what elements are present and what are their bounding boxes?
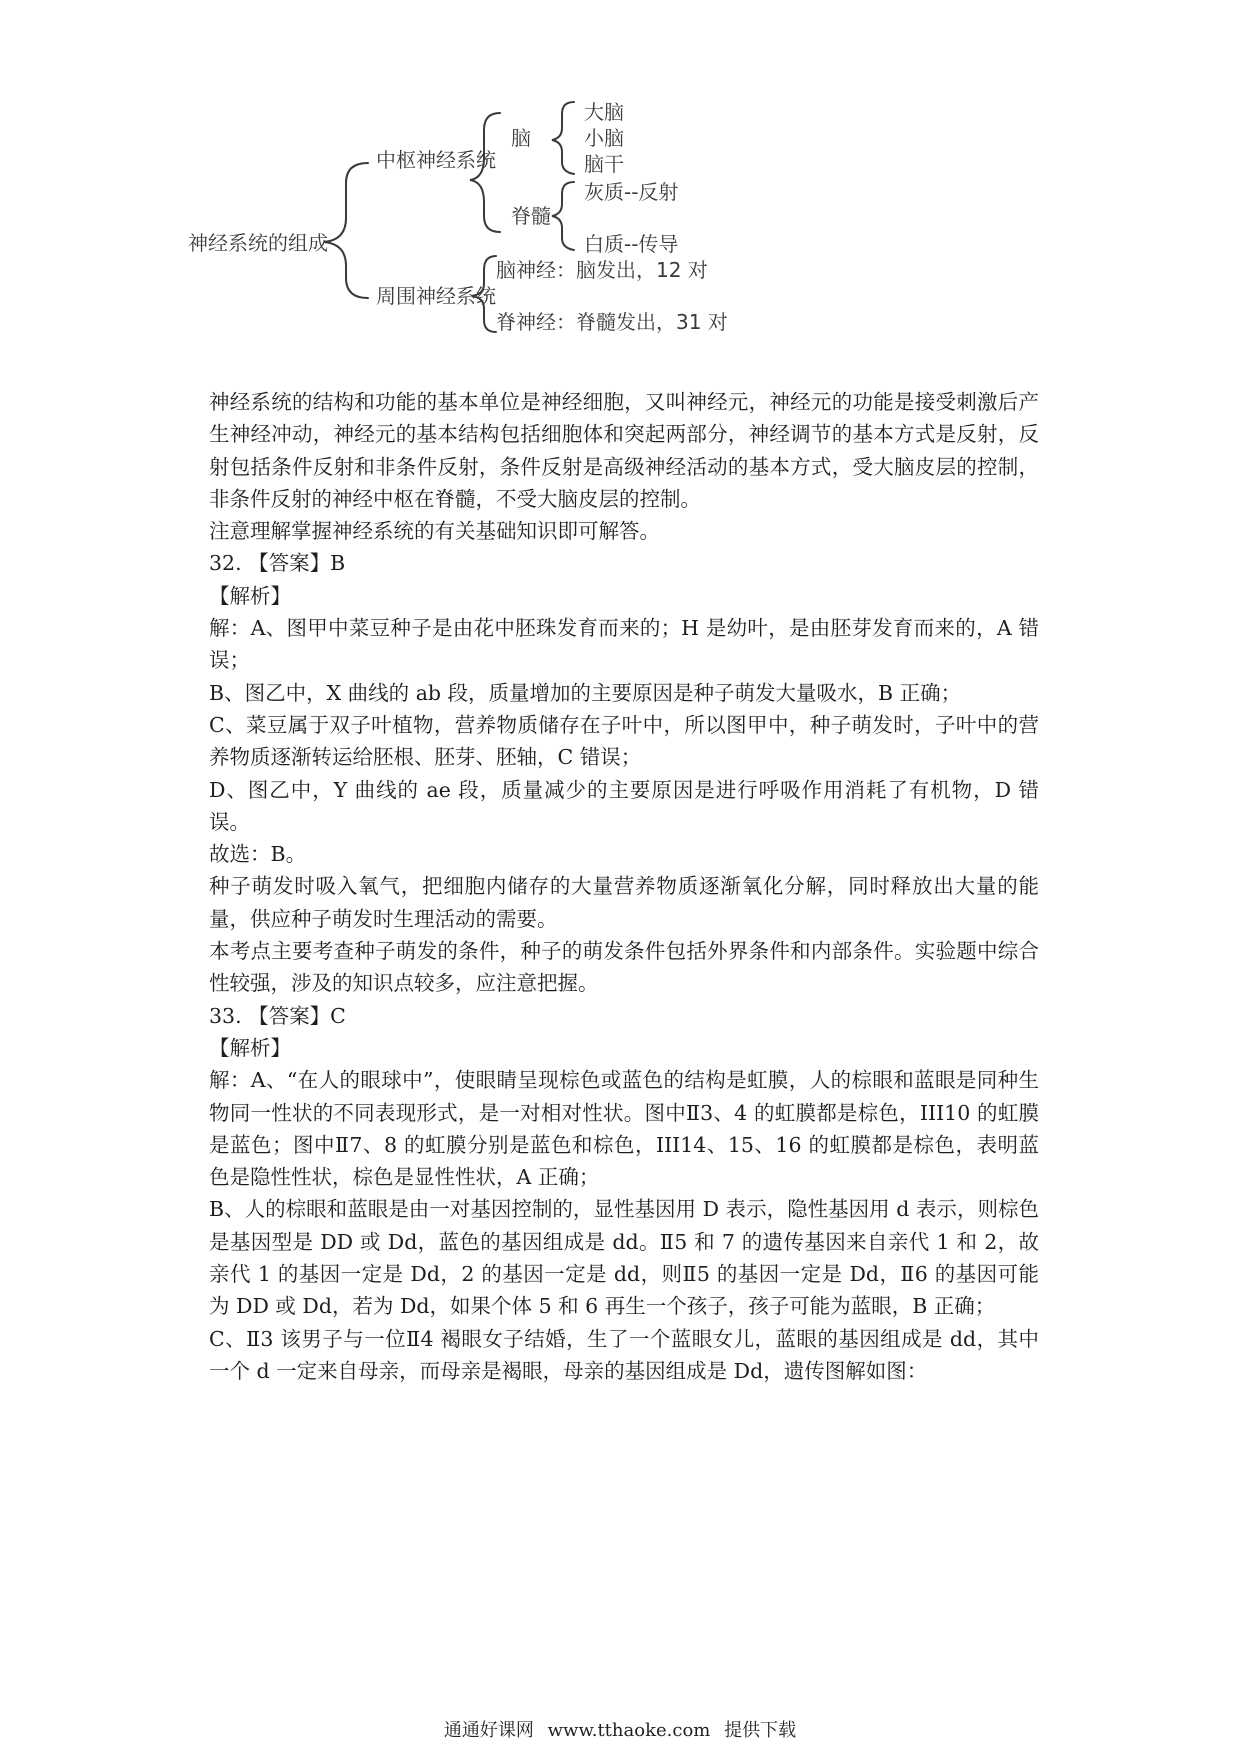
paragraph: B、人的棕眼和蓝眼是由一对基因控制的，显性基因用 D 表示，隐性基因用 d 表示，则棕色是基因型是 DD 或 Dd，蓝色的基因组成是 dd。Ⅱ5 和 7 的遗传基因来自亲代 1 和 2，故亲代 1 的基因一定是 Dd，2 的基因一定是 dd，则Ⅱ5 的基因一定是 Dd，Ⅱ6 的基因可能为 DD 或 Dd，若为 Dd，如果个体 5 和 6 再生一个孩子，孩子可能为蓝眼，B 正确； [209,1197,1039,1319]
paragraph: 解：A、“在人的眼球中”，使眼睛呈现棕色或蓝色的结构是虹膜，人的棕眼和蓝眼是同种生物同一性状的不同表现形式，是一对相对性状。图中Ⅱ3、4 的虹膜都是棕色，III10 的虹膜是蓝色；图中Ⅱ7、8 的虹膜分别是蓝色和棕色，III14、15、16 的虹膜都是棕色，表明蓝色是隐性性状，棕色是显性性状，A 正确； [209,1068,1039,1190]
diagram-root-label: 神经系统的组成 [188,231,328,255]
paragraph: C、菜豆属于双子叶植物，营养物质储存在子叶中，所以图甲中，种子萌发时，子叶中的营养物质逐渐转运给胚根、胚芽、胚轴，C 错误； [209,712,1039,770]
diagram-spinal-label: 脊髓 [511,204,551,228]
bracket-root [324,163,368,298]
paragraph: D、图乙中，Y 曲线的 ae 段，质量减少的主要原因是进行呼吸作用消耗了有机物，D 错误。 [209,777,1039,834]
diagram-spinal-part: 灰质--反射 [584,180,679,204]
paragraph: 本考点主要考查种子萌发的条件，种子的萌发条件包括外界条件和内部条件。实验题中综合性较强，涉及的知识点较多，应注意把握。 [209,939,1039,996]
footer-note: 提供下载 [724,1720,797,1741]
diagram-spinal-part: 白质--传导 [584,232,679,256]
analysis-heading: 【解析】 [209,1035,291,1060]
diagram-brain-label: 脑 [511,126,531,150]
paragraph: 注意理解掌握神经系统的有关基础知识即可解答。 [209,519,660,544]
paragraph: B、图乙中，X 曲线的 ab 段，质量增加的主要原因是种子萌发大量吸水，B 正确； [209,680,962,705]
answer-text [209,386,1039,1387]
bracket-brain [552,102,574,174]
diagram-brain-part: 脑干 [584,152,624,176]
paragraph: 解：A、图甲中菜豆种子是由花中胚珠发育而来的；H 是幼叶，是由胚芽发育而来的，A 错误； [209,616,1039,673]
diagram-peripheral-label: 周围神经系统 [376,284,496,308]
footer-site: 通通好课网 [443,1720,534,1741]
diagram-cranial-nerves: 脑神经：脑发出，12 对 [496,258,708,282]
answer-heading: 32. 【答案】B [209,551,346,576]
nervous-system-diagram [188,98,816,378]
footer-url[interactable]: www.tthaoke.com [547,1720,711,1741]
page-footer [0,1716,1240,1742]
bracket-spinal [552,182,574,250]
paragraph: 神经系统的结构和功能的基本单位是神经细胞，又叫神经元，神经元的功能是接受刺激后产生神经冲动，神经元的基本结构包括细胞体和突起两部分，神经调节的基本方式是反射，反射包括条件反射和非条件反射，条件反射是高级神经活动的基本方式，受大脑皮层的控制，非条件反射的神经中枢在脊髓，不受大脑皮层的控制。 [209,390,1039,511]
answer-heading: 33. 【答案】C [209,1003,346,1028]
diagram-spinal-nerves: 脊神经：脊髓发出，31 对 [496,310,728,334]
diagram-brain-part: 小脑 [584,126,624,150]
paragraph: 种子萌发时吸入氧气，把细胞内储存的大量营养物质逐渐氧化分解，同时释放出大量的能量，供应种子萌发时生理活动的需要。 [209,874,1039,931]
diagram-brain-part: 大脑 [584,100,624,124]
bracket-central [470,113,500,232]
paragraph: 故选：B。 [209,842,307,867]
analysis-heading: 【解析】 [209,583,291,608]
paragraph: C、Ⅱ3 该男子与一位Ⅱ4 褐眼女子结婚，生了一个蓝眼女儿，蓝眼的基因组成是 dd，其中一个 d 一定来自母亲，而母亲是褐眼，母亲的基因组成是 Dd，遗传图解如图： [209,1326,1039,1383]
diagram-central-label: 中枢神经系统 [376,148,496,172]
